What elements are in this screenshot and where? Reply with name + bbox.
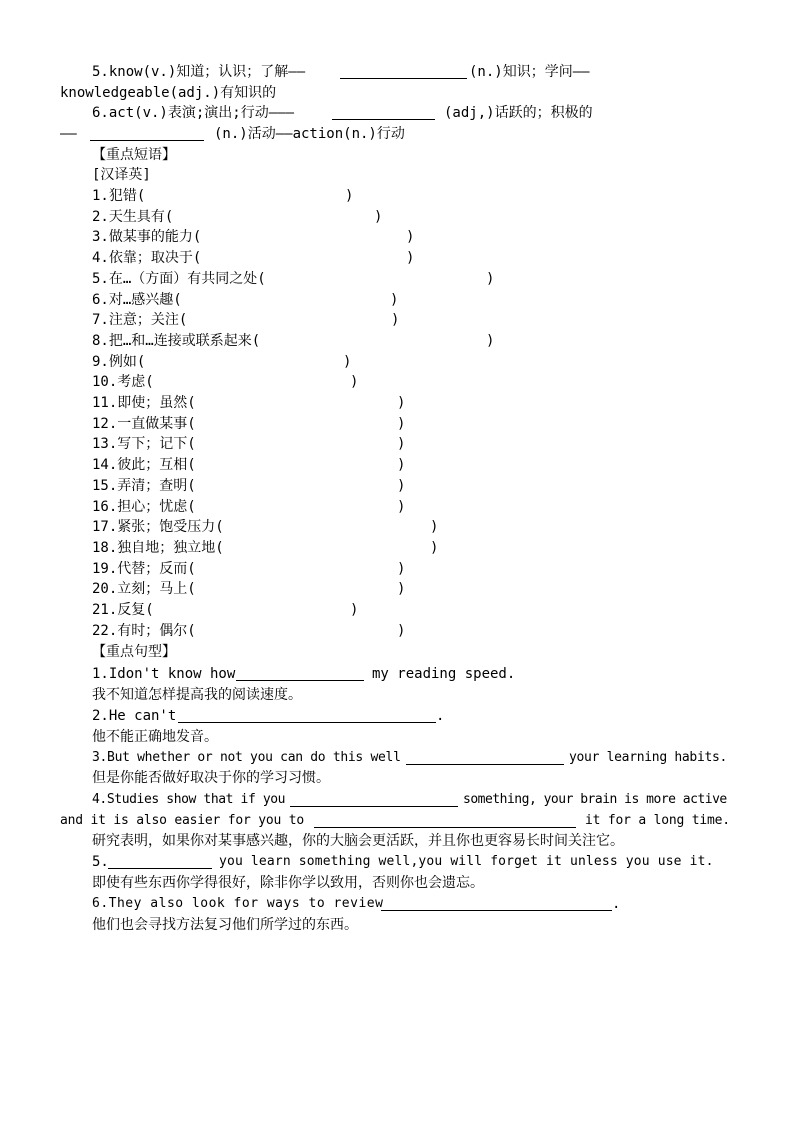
phrase-item-close-paren: ) (486, 332, 495, 349)
answer-blank[interactable] (178, 708, 436, 723)
phrase-item-label: 16.担心；忧虑( (92, 498, 196, 515)
sentence-6-cn-line (0, 915, 794, 935)
answer-blank[interactable] (108, 854, 212, 869)
phrase-item-close-paren: ) (397, 457, 406, 474)
phrase-item-label: 22.有时；偶尔( (92, 622, 196, 639)
phrase-item-close-paren: ) (345, 188, 354, 204)
answer-blank[interactable] (340, 64, 467, 79)
phrase-item-label: 5.在…（方面）有共同之处( (92, 270, 266, 287)
phrase-item-close-paren: ) (430, 539, 439, 556)
phrase-item-label: 18.独自地；独立地( (92, 539, 224, 556)
phrase-item-label: 12.一直做某事( (92, 415, 196, 432)
phrase-item-label: 14.彼此；互相( (92, 457, 196, 474)
phrase-item (0, 207, 794, 227)
vocab-6b-prefix: —— (60, 126, 77, 142)
answer-blank[interactable] (406, 750, 564, 765)
phrase-answer-space[interactable] (160, 248, 396, 266)
sentence-5 (0, 852, 794, 872)
phrase-answer-space[interactable] (160, 290, 380, 308)
phrase-item (0, 497, 794, 517)
phrase-item (0, 476, 794, 496)
phrase-item-label: 10.考虑( (92, 374, 154, 391)
phrase-answer-space[interactable] (160, 455, 387, 473)
sentence-4-cn: 研究表明，如果你对某事感兴趣，你的大脑会更活跃，并且你也更容易长时间关注它。 (92, 833, 624, 849)
phrase-item-label: 15.弄清；查明( (92, 477, 196, 494)
phrase-item (0, 434, 794, 454)
phrase-item (0, 393, 794, 413)
phrase-item (0, 269, 794, 289)
vocab-line-5 (0, 62, 794, 82)
sentence-3 (0, 748, 794, 768)
answer-blank[interactable] (236, 666, 364, 681)
sentence-1-suffix: my reading speed. (372, 666, 516, 682)
sentence-1-cn: 我不知道怎样提高我的阅读速度。 (92, 687, 302, 703)
sentence-4-cn-line (0, 831, 794, 851)
vocab-line-6 (0, 103, 794, 123)
sentence-4 (0, 790, 794, 810)
phrase-item-label: 9.例如( (92, 353, 146, 370)
phrase-item (0, 517, 794, 537)
phrase-item-close-paren: ) (406, 229, 415, 246)
phrase-item-close-paren: ) (343, 353, 352, 370)
phrase-item-label: 13.写下；记下( (92, 436, 196, 453)
answer-blank[interactable] (381, 896, 612, 911)
phrase-answer-space[interactable] (160, 517, 420, 535)
sentence-5-prefix: 5. (92, 854, 109, 870)
phrase-answer-space[interactable] (160, 331, 476, 349)
sentence-1-cn-line (0, 685, 794, 705)
phrase-item (0, 310, 794, 330)
phrase-answer-space[interactable] (160, 579, 387, 597)
phrases-heading: 【重点短语】 (92, 147, 176, 163)
phrase-item-close-paren: ) (397, 477, 406, 494)
phrase-item-label: 6.对…感兴趣( (92, 291, 182, 308)
sentence-6 (0, 894, 794, 914)
sentence-4-prefix: 4.Studies show that if you (92, 792, 286, 807)
phrase-item (0, 621, 794, 641)
sentence-5-cn-line (0, 873, 794, 893)
phrase-answer-space[interactable] (160, 434, 387, 452)
sentence-6-cn: 他们也会寻找方法复习他们所学过的东西。 (92, 917, 358, 933)
phrase-answer-space[interactable] (160, 497, 387, 515)
sentence-2-prefix: 2.He can't (92, 708, 177, 724)
phrase-item-close-paren: ) (350, 374, 359, 391)
sentence-2-cn: 他不能正确地发音。 (92, 729, 218, 745)
phrase-item (0, 414, 794, 434)
phrase-item-close-paren: ) (350, 602, 359, 618)
phrase-item-label: 7.注意；关注( (92, 312, 188, 329)
sentence-5-cn: 即使有些东西你学得很好，除非你学以致用，否则你也会遗忘。 (92, 875, 484, 891)
phrase-answer-space[interactable] (160, 352, 333, 370)
phrase-item (0, 186, 794, 206)
answer-blank[interactable] (332, 105, 435, 120)
phrase-answer-space[interactable] (160, 227, 396, 245)
sentence-6-prefix: 6.They also look for ways to review (92, 896, 384, 911)
vocab-line-5b (0, 83, 794, 103)
sentence-2-cn-line (0, 727, 794, 747)
phrase-item-close-paren: ) (374, 208, 383, 225)
phrase-item-close-paren: ) (406, 250, 415, 267)
phrase-item-label: 21.反复( (92, 602, 154, 618)
phrase-item (0, 600, 794, 620)
answer-blank[interactable] (90, 126, 204, 141)
sentence-3-suffix: your learning habits. (569, 750, 728, 765)
phrase-answer-space[interactable] (160, 414, 387, 432)
phrase-item (0, 455, 794, 475)
vocab-5-suffix: (n.)知识；学问—— (469, 64, 590, 80)
phrase-item-label: 19.代替；反而( (92, 560, 196, 577)
phrase-item-close-paren: ) (397, 395, 406, 411)
vocab-6-suffix: (adj,)话跃的；积极的 (444, 105, 593, 121)
phrase-item-close-paren: ) (397, 415, 406, 432)
phrase-item (0, 331, 794, 351)
phrase-item-label: 2.天生具有( (92, 208, 174, 225)
phrase-item (0, 352, 794, 372)
sentence-6-suffix: . (612, 896, 621, 912)
sentences-heading: 【重点句型】 (92, 644, 176, 660)
answer-blank[interactable] (314, 813, 576, 828)
vocab-6b-suffix: (n.)活动——action(n.)行动 (214, 126, 405, 142)
phrase-item-label: 17.紧张；饱受压力( (92, 519, 224, 536)
phrase-item-close-paren: ) (391, 312, 400, 329)
phrase-item-label: 11.即使；虽然( (92, 395, 196, 411)
phrase-item-close-paren: ) (390, 291, 399, 308)
phrase-item-label: 3.做某事的能力( (92, 229, 202, 246)
sentence-4b (0, 811, 794, 831)
phrase-answer-space[interactable] (160, 393, 387, 411)
sentence-4b-suffix: it for a long time. (585, 813, 730, 828)
phrase-item-label: 4.依靠；取决于( (92, 250, 202, 267)
phrase-item-close-paren: ) (397, 581, 406, 598)
phrase-item-close-paren: ) (397, 560, 406, 577)
phrase-item (0, 559, 794, 579)
phrase-item-close-paren: ) (430, 519, 439, 536)
vocab-line-6b (0, 124, 794, 144)
phrase-answer-space[interactable] (160, 600, 340, 618)
sentence-3-cn-line (0, 768, 794, 788)
sentence-3-prefix: 3.But whether or not you can do this well (92, 750, 401, 765)
phrase-item (0, 372, 794, 392)
sentences-heading-line (0, 642, 794, 662)
phrase-item-label: 20.立刻；马上( (92, 581, 196, 598)
sentence-4-suffix: something, your brain is more active (463, 792, 727, 807)
vocab-5b-text: knowledgeable(adj.)有知识的 (60, 85, 277, 101)
phrases-subheading: [汉译英] (92, 167, 151, 183)
sentence-3-cn: 但是你能否做好取决于你的学习习惯。 (92, 770, 330, 786)
sentence-4b-prefix: and it is also easier for you to (60, 813, 305, 828)
phrase-item-close-paren: ) (486, 270, 495, 287)
phrase-item-close-paren: ) (397, 622, 406, 639)
phrase-answer-space[interactable] (160, 269, 476, 287)
sentence-2 (0, 706, 794, 726)
sentence-5-suffix: you learn something well,you will forget it unless you use it. (219, 854, 714, 869)
phrase-item (0, 538, 794, 558)
phrases-heading-line (0, 145, 794, 165)
vocab-6-prefix: 6.act(v.)表演;演出;行动——— (92, 105, 295, 121)
phrase-answer-space[interactable] (160, 186, 335, 204)
phrases-subheading-line (0, 165, 794, 185)
sentence-1 (0, 664, 794, 684)
phrase-answer-space[interactable] (160, 476, 387, 494)
phrase-item (0, 579, 794, 599)
phrase-item (0, 290, 794, 310)
phrase-item-close-paren: ) (397, 498, 406, 515)
sentence-2-suffix: . (436, 708, 445, 724)
phrase-item-label: 8.把…和…连接或联系起来( (92, 332, 261, 349)
phrase-answer-space[interactable] (160, 372, 340, 390)
phrase-item (0, 248, 794, 268)
phrase-item-close-paren: ) (397, 436, 406, 453)
phrase-answer-space[interactable] (160, 621, 387, 639)
phrase-answer-space[interactable] (160, 310, 381, 328)
vocab-5-prefix: 5.know(v.)知道；认识；了解—— (92, 64, 306, 80)
phrase-answer-space[interactable] (160, 207, 364, 225)
phrase-answer-space[interactable] (160, 538, 420, 556)
sentence-1-prefix: 1.Idon't know how (92, 666, 236, 682)
phrase-item-label: 1.犯错( (92, 188, 146, 204)
answer-blank[interactable] (290, 792, 458, 807)
phrase-answer-space[interactable] (160, 559, 387, 577)
phrase-item (0, 227, 794, 247)
